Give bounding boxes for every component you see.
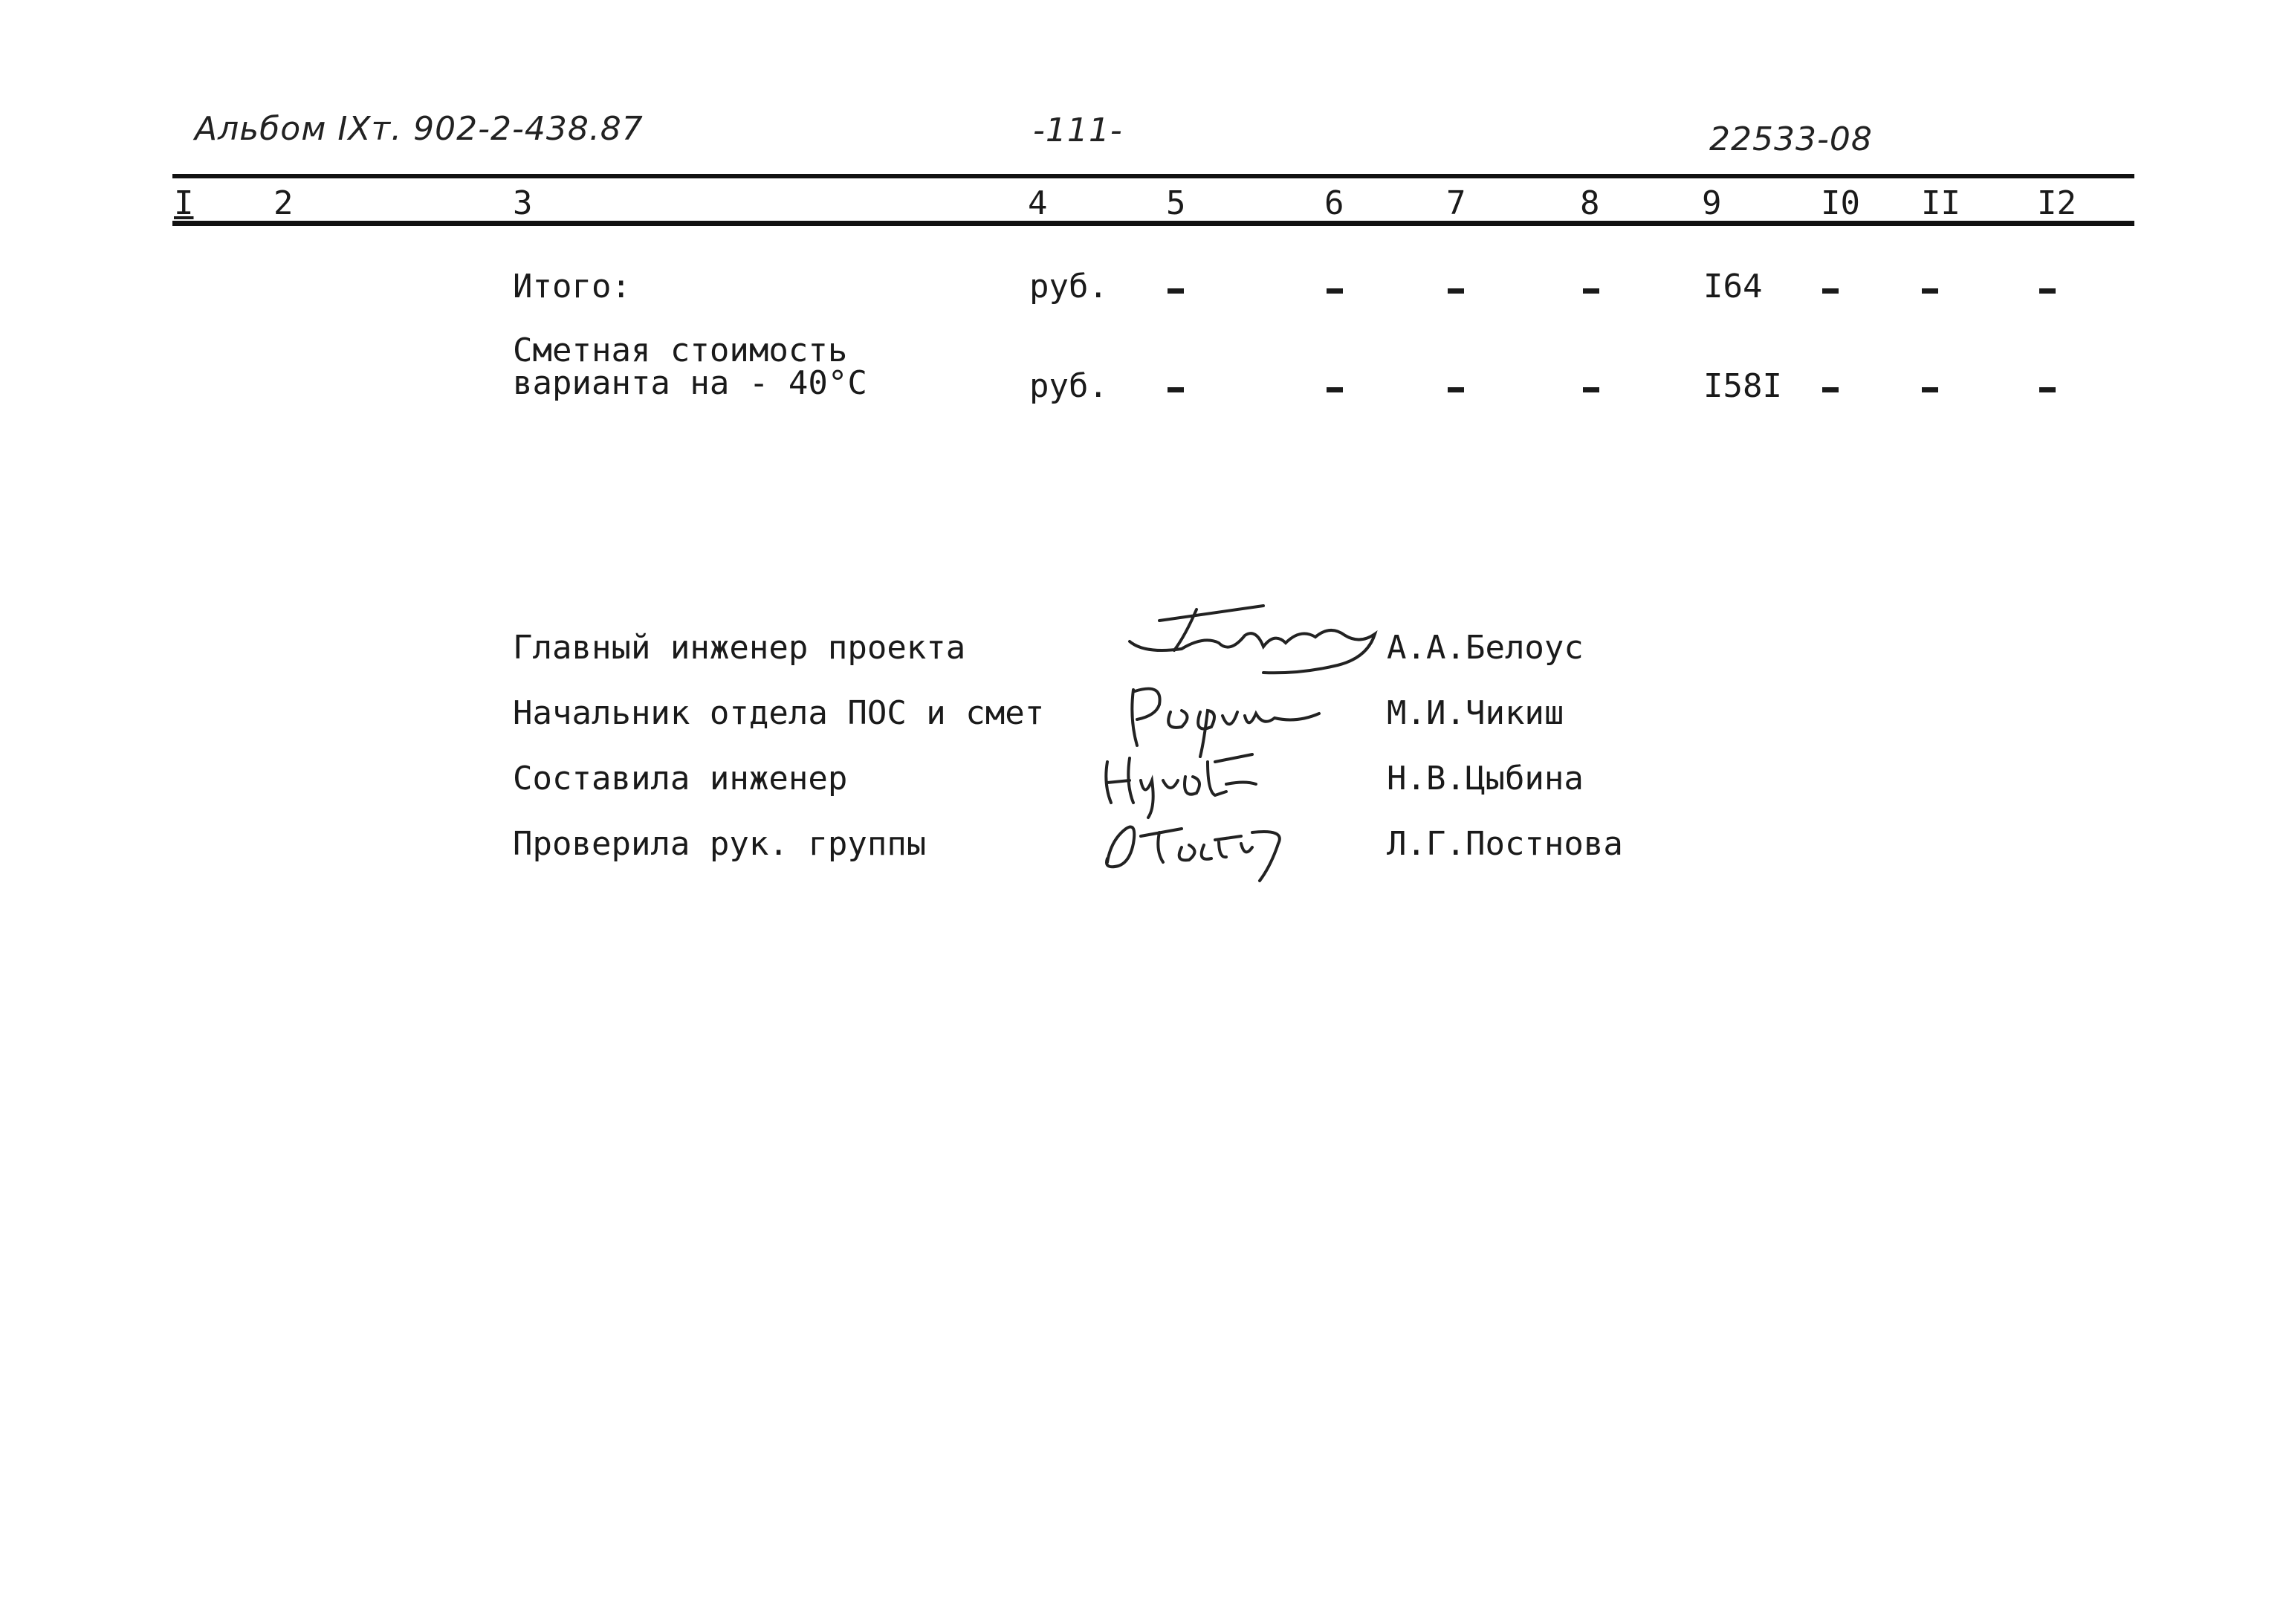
signature-position: Начальник отдела ПОС и смет <box>513 694 1045 732</box>
row-value-dash <box>2039 387 2056 392</box>
page-number: -111- <box>1033 111 1123 149</box>
row-value-dash <box>1327 387 1343 392</box>
row-label: варианта на - 40°С <box>513 364 867 402</box>
row-value-dash <box>2039 288 2056 294</box>
signature-name: М.И.Чикиш <box>1387 694 1564 732</box>
column-number: 8 <box>1580 184 1600 222</box>
row-unit: руб. <box>1029 367 1108 405</box>
column-number: 4 <box>1028 184 1048 222</box>
signature-scribble-4 <box>1092 799 1315 891</box>
row-value-dash <box>1448 288 1464 294</box>
signature-name: А.А.Белоус <box>1387 629 1584 667</box>
document-code: 22533-08 <box>1709 120 1873 158</box>
signature-name: Л.Г.Постнова <box>1387 825 1623 863</box>
album-label: Альбом IХт. 902-2-438.87 <box>195 110 644 148</box>
column-number: 3 <box>513 184 533 222</box>
signature-position: Главный инженер проекта <box>513 629 966 667</box>
signature-position: Проверила рук. группы <box>513 825 927 863</box>
row-value-dash <box>1168 387 1184 392</box>
row-unit: руб. <box>1029 268 1108 305</box>
signature-name: Н.В.Цыбина <box>1387 760 1584 798</box>
table-top-rule <box>172 174 2134 178</box>
row-value-col9: I58I <box>1703 367 1782 405</box>
column-number: II <box>1921 184 1960 222</box>
column-number: 2 <box>273 184 294 222</box>
row-value-dash <box>1448 387 1464 392</box>
column-number: 7 <box>1446 184 1466 222</box>
row-value-col9: I64 <box>1703 268 1763 305</box>
row-label: Сметная стоимость <box>513 331 848 369</box>
row-value-dash <box>1822 288 1839 294</box>
row-value-dash <box>1583 288 1599 294</box>
row-value-dash <box>1168 288 1184 294</box>
column-number: 5 <box>1166 184 1186 222</box>
column-number: I0 <box>1821 184 1860 222</box>
column-number: I2 <box>2037 184 2076 222</box>
row-value-dash <box>1583 387 1599 392</box>
column-number: 9 <box>1702 184 1722 222</box>
column-number: 6 <box>1324 184 1344 222</box>
column-number: I <box>174 184 194 222</box>
row-value-dash <box>1822 387 1839 392</box>
row-value-dash <box>1922 288 1938 294</box>
row-value-dash <box>1327 288 1343 294</box>
row-label: Итого: <box>513 268 631 305</box>
row-value-dash <box>1922 387 1938 392</box>
signature-position: Составила инженер <box>513 760 848 798</box>
